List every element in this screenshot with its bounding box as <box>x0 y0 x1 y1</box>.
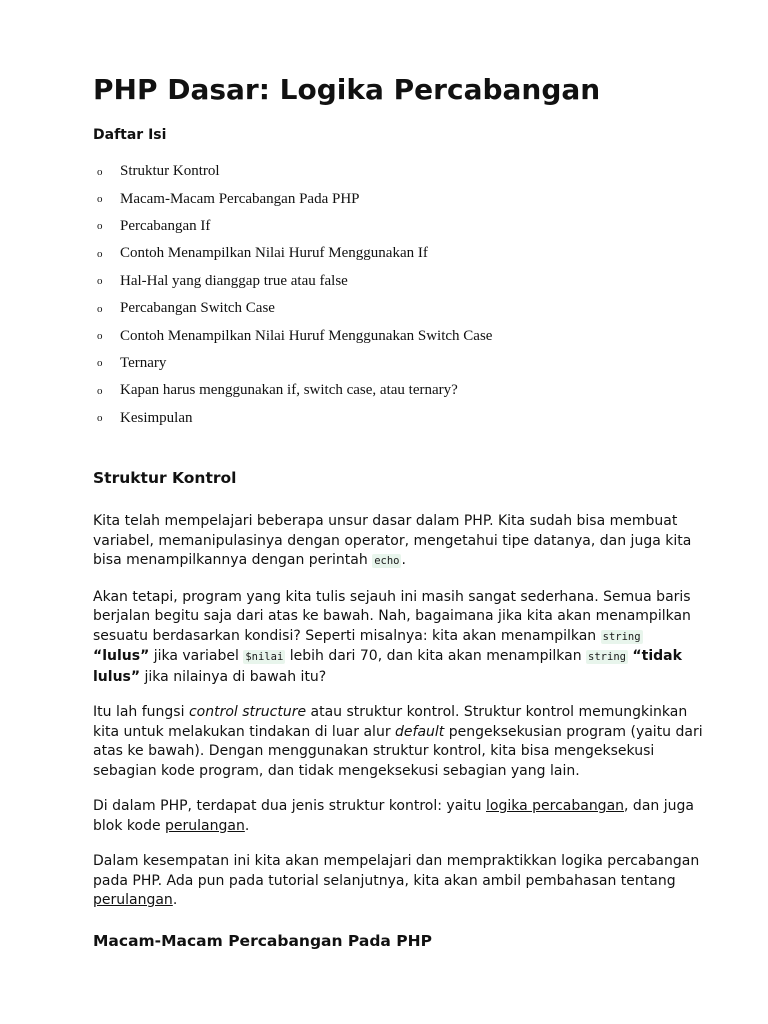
paragraph-text: . <box>244 817 250 834</box>
paragraph-text: lebih dari 70, dan kita akan menampilkan <box>285 648 587 664</box>
toc-item[interactable] <box>93 322 492 349</box>
circle-bullet-icon: o <box>97 193 103 206</box>
paragraph-text: atau struktur kontrol. Struktur kontrol memungkinkan kita untuk melakukan tindakan di luar alur <box>93 704 688 740</box>
toc-item[interactable] <box>93 295 492 322</box>
paragraph-control-types <box>93 797 703 836</box>
paragraph-control-structure <box>93 703 703 781</box>
toc-item-label: Macam-Macam Percabangan Pada PHP <box>120 190 360 207</box>
toc-item-label: Percabangan Switch Case <box>120 300 275 317</box>
circle-bullet-icon: o <box>97 357 103 370</box>
circle-bullet-icon: o <box>97 384 103 397</box>
italic-default: default <box>395 723 445 740</box>
article-body <box>93 466 703 953</box>
section-heading-macam-percabangan: Macam-Macam Percabangan Pada PHP <box>93 931 432 950</box>
circle-bullet-icon: o <box>97 302 103 315</box>
paragraph-next-tutorial <box>93 852 703 911</box>
paragraph-text: jika variabel <box>149 648 244 664</box>
paragraph-text: pengeksekusian program (yaitu dari atas ke bawah). Dengan menggunakan struktur kontrol, kita bisa mengeksekusi sebagian kode program, dan tidak mengeksekusi sebagian yang lain. <box>93 723 703 779</box>
inline-code-nilai: $nilai <box>245 651 284 663</box>
circle-bullet-icon: o <box>97 247 103 260</box>
paragraph-intro <box>93 512 703 572</box>
toc-item[interactable] <box>93 213 492 240</box>
italic-control-structure: control structure <box>188 704 307 720</box>
toc-item-label: Percabangan If <box>120 217 211 234</box>
toc-item-label: Ternary <box>120 354 167 371</box>
page-title: PHP Dasar: Logika Percabangan <box>93 73 601 106</box>
paragraph-text: . <box>172 892 178 908</box>
paragraph-text: Di dalam PHP, terdapat dua jenis struktur kontrol: yaitu <box>93 798 486 814</box>
circle-bullet-icon: o <box>97 165 103 178</box>
link-logika-percabangan[interactable]: logika percabangan <box>486 798 625 814</box>
toc-item[interactable] <box>93 405 492 432</box>
toc-item[interactable] <box>93 185 492 212</box>
toc-heading: Daftar Isi <box>93 127 167 143</box>
toc-item-label: Contoh Menampilkan Nilai Huruf Menggunakan If <box>120 245 428 262</box>
toc-item[interactable] <box>93 350 492 377</box>
circle-bullet-icon: o <box>97 275 103 288</box>
paragraph-text: jika nilainya di bawah itu? <box>140 668 327 685</box>
link-perulangan-next[interactable]: perulangan <box>93 892 173 908</box>
toc-item-label: Contoh Menampilkan Nilai Huruf Menggunakan Switch Case <box>120 327 493 344</box>
toc-item-label: Struktur Kontrol <box>120 163 220 180</box>
link-perulangan[interactable]: perulangan <box>165 817 245 834</box>
circle-bullet-icon: o <box>97 330 103 343</box>
toc-item-label: Kesimpulan <box>120 409 193 426</box>
bold-lulus: “lulus” <box>93 648 150 664</box>
toc-item[interactable] <box>93 377 492 404</box>
inline-code-string: string <box>602 630 641 643</box>
paragraph-text: . <box>401 552 406 568</box>
section-heading-struktur-kontrol: Struktur Kontrol <box>93 469 237 487</box>
inline-code-echo: echo <box>374 555 400 567</box>
toc-item-label: Kapan harus menggunakan if, switch case, atau ternary? <box>120 382 458 399</box>
paragraph-condition-example <box>93 588 703 688</box>
toc-item[interactable] <box>93 268 492 295</box>
toc-item-label: Hal-Hal yang dianggap true atau false <box>120 272 348 289</box>
bold-tidak-lulus: “tidak lulus” <box>93 648 682 685</box>
toc-item[interactable] <box>93 158 492 185</box>
paragraph-text: Dalam kesempatan ini kita akan mempelajari dan mempraktikkan logika percabangan pada PHP. Ada pun pada tutorial selanjutnya, kita akan ambil pembahasan tentang <box>93 853 700 889</box>
paragraph-text: Akan tetapi, program yang kita tulis sejauh ini masih sangat sederhana. Semua baris berjalan begitu saja dari atas ke bawah. Nah, bagaimana jika kita akan menampilkan sesuatu berdasarkan kondisi? Seperti misalnya: kita akan menampilkan <box>93 588 691 644</box>
paragraph-text: , dan juga blok kode <box>93 798 694 834</box>
circle-bullet-icon: o <box>97 412 103 425</box>
paragraph-text: Itu lah fungsi <box>93 704 189 720</box>
table-of-contents <box>93 158 492 432</box>
inline-code-string: string <box>588 651 626 663</box>
toc-item[interactable] <box>93 240 492 267</box>
circle-bullet-icon: o <box>97 220 103 233</box>
paragraph-text: Kita telah mempelajari beberapa unsur dasar dalam PHP. Kita sudah bisa membuat variabel, memanipulasinya dengan operator, mengetahui tipe datanya, dan juga kita bisa menampilkannya dengan perintah <box>93 513 692 568</box>
